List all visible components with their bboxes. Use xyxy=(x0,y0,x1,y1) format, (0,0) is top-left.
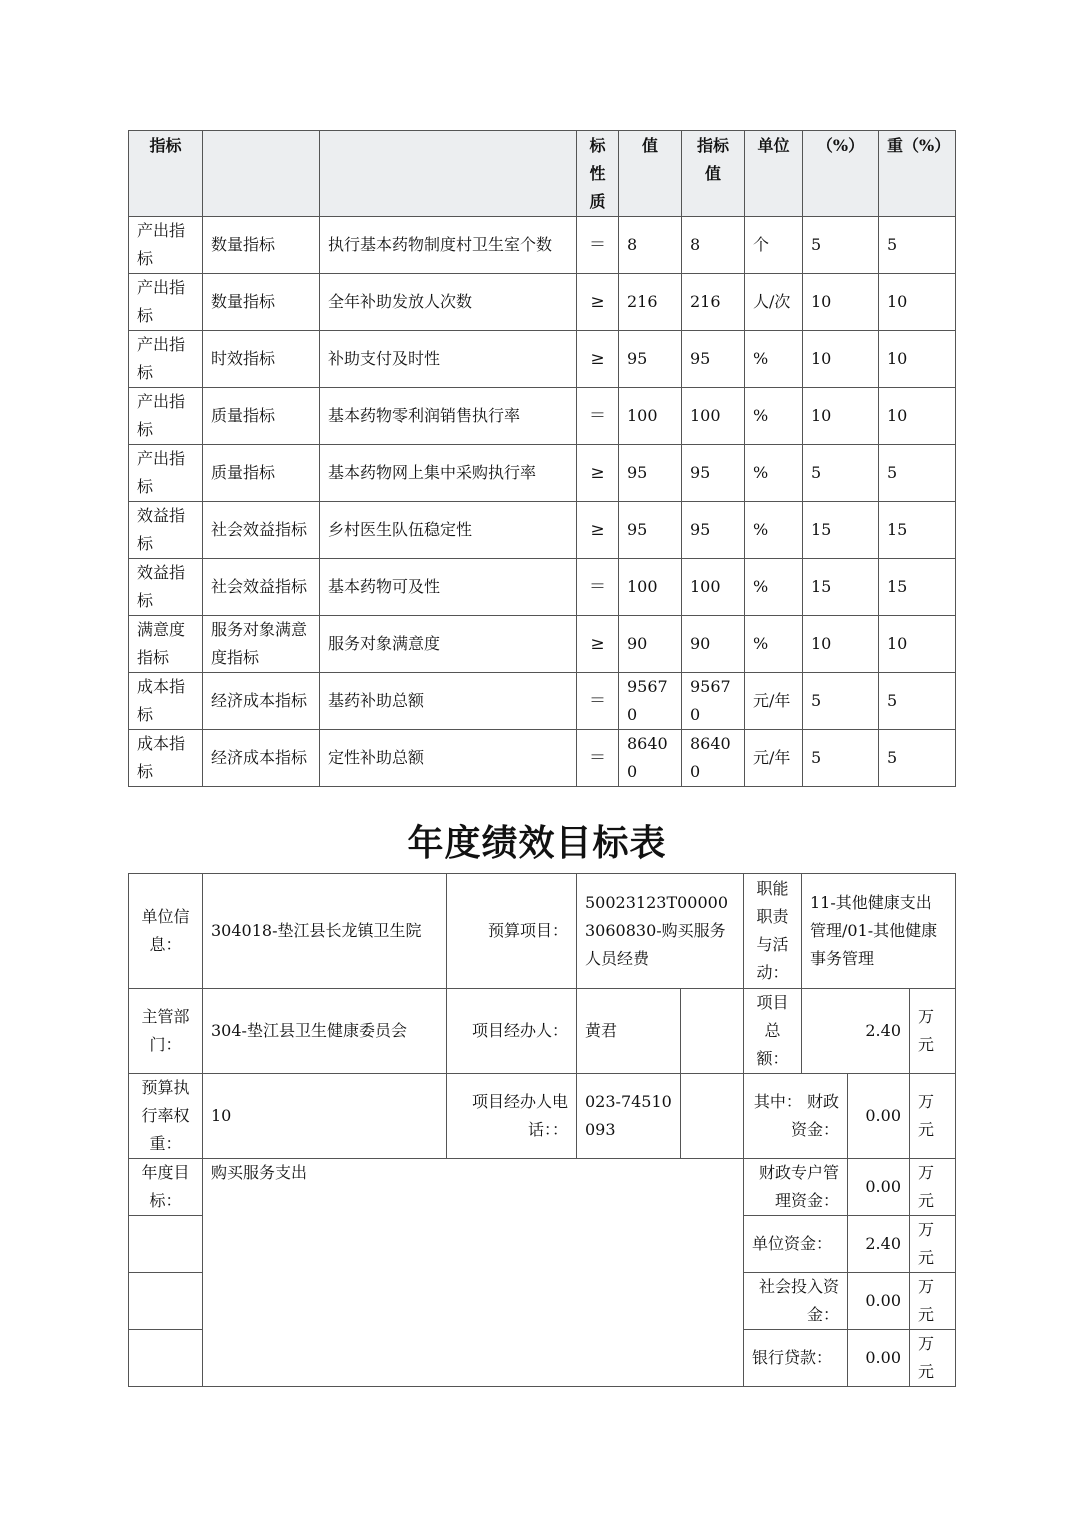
manager-value: 黄君 xyxy=(577,989,681,1074)
cell-weight-pct: 10 xyxy=(879,274,956,331)
page-title: 年度绩效目标表 xyxy=(407,823,667,864)
cell-value: 95 xyxy=(619,502,682,559)
cell-score-pct: 10 xyxy=(803,616,879,673)
unitfund-unit: 万元 xyxy=(910,1216,956,1273)
cell-indicator-name: 执行基本药物制度村卫生室个数 xyxy=(320,217,577,274)
cell-score-pct: 10 xyxy=(803,331,879,388)
manager-label: 项目经办人： xyxy=(447,989,577,1074)
cell-score-pct: 5 xyxy=(803,217,879,274)
empty-cell xyxy=(129,1273,203,1330)
cell-operator: ＝ xyxy=(577,388,619,445)
cell-score-pct: 10 xyxy=(803,274,879,331)
cell-category: 产出指标 xyxy=(129,217,203,274)
budget-value: 50023123T000003060830-购买服务人员经费 xyxy=(577,874,744,989)
cell-indicator-name: 基本药物网上集中采购执行率 xyxy=(320,445,577,502)
cell-target-value: 100 xyxy=(682,559,745,616)
table-row xyxy=(129,274,956,331)
cell-sub-category: 社会效益指标 xyxy=(203,502,320,559)
social-label: 社会投入资金： xyxy=(744,1273,848,1330)
empty-cell xyxy=(681,989,744,1074)
table-row xyxy=(129,616,956,673)
cell-indicator-name: 补助支付及时性 xyxy=(320,331,577,388)
cell-score-pct: 5 xyxy=(803,730,879,787)
cell-operator: ≥ xyxy=(577,616,619,673)
fiscal-label: 其中： 财政资金： xyxy=(744,1074,848,1159)
header-operator: 标性质 xyxy=(577,131,619,217)
cell-sub-category: 经济成本指标 xyxy=(203,730,320,787)
unitfund-label: 单位资金： xyxy=(744,1216,848,1273)
cell-operator: ≥ xyxy=(577,445,619,502)
header-category: 指标 xyxy=(129,131,203,217)
cell-target-value: 100 xyxy=(682,388,745,445)
cell-indicator-name: 基本药物可及性 xyxy=(320,559,577,616)
cell-value: 95670 xyxy=(619,673,682,730)
cell-weight-pct: 5 xyxy=(879,673,956,730)
cell-target-value: 86400 xyxy=(682,730,745,787)
cell-weight-pct: 15 xyxy=(879,502,956,559)
cell-category: 效益指标 xyxy=(129,559,203,616)
goal-value: 购买服务支出 xyxy=(203,1159,744,1387)
header-weight-pct: 重（%） xyxy=(879,131,956,217)
table-row xyxy=(129,331,956,388)
cell-target-value: 95670 xyxy=(682,673,745,730)
table-row xyxy=(129,502,956,559)
weight-value: 10 xyxy=(203,1074,447,1159)
budget-label: 预算项目： xyxy=(447,874,577,989)
cell-weight-pct: 5 xyxy=(879,730,956,787)
cell-category: 效益指标 xyxy=(129,502,203,559)
indicator-table xyxy=(128,130,956,787)
cell-score-pct: 10 xyxy=(803,388,879,445)
cell-value: 8 xyxy=(619,217,682,274)
cell-sub-category: 社会效益指标 xyxy=(203,559,320,616)
header-indicator-name xyxy=(320,131,577,217)
cell-target-value: 95 xyxy=(682,502,745,559)
header-target-value: 指标值 xyxy=(682,131,745,217)
cell-operator: ＝ xyxy=(577,730,619,787)
table-row xyxy=(129,445,956,502)
cell-sub-category: 数量指标 xyxy=(203,217,320,274)
cell-score-pct: 15 xyxy=(803,559,879,616)
cell-category: 成本指标 xyxy=(129,673,203,730)
loan-label: 银行贷款： xyxy=(744,1330,848,1387)
cell-sub-category: 质量指标 xyxy=(203,445,320,502)
cell-value: 100 xyxy=(619,559,682,616)
fiscal-unit: 万元 xyxy=(910,1074,956,1159)
cell-sub-category: 数量指标 xyxy=(203,274,320,331)
cell-value: 95 xyxy=(619,331,682,388)
cell-indicator-name: 基本药物零利润销售执行率 xyxy=(320,388,577,445)
social-value: 0.00 xyxy=(848,1273,910,1330)
fiscal-value: 0.00 xyxy=(848,1074,910,1159)
cell-indicator-name: 全年补助发放人次数 xyxy=(320,274,577,331)
cell-score-pct: 5 xyxy=(803,445,879,502)
cell-weight-pct: 15 xyxy=(879,559,956,616)
cell-target-value: 95 xyxy=(682,331,745,388)
total-unit: 万元 xyxy=(910,989,956,1074)
dept-value: 304-垫江县卫生健康委员会 xyxy=(203,989,447,1074)
cell-unit: % xyxy=(745,559,803,616)
unitfund-value: 2.40 xyxy=(848,1216,910,1273)
cell-indicator-name: 定性补助总额 xyxy=(320,730,577,787)
cell-target-value: 95 xyxy=(682,445,745,502)
cell-weight-pct: 10 xyxy=(879,388,956,445)
cell-operator: ≥ xyxy=(577,502,619,559)
cell-weight-pct: 10 xyxy=(879,616,956,673)
table-row xyxy=(129,730,956,787)
loan-value: 0.00 xyxy=(848,1330,910,1387)
special-value: 0.00 xyxy=(848,1159,910,1216)
cell-value: 100 xyxy=(619,388,682,445)
cell-sub-category: 服务对象满意度指标 xyxy=(203,616,320,673)
cell-sub-category: 时效指标 xyxy=(203,331,320,388)
empty-cell xyxy=(129,1216,203,1273)
table-row xyxy=(129,388,956,445)
cell-operator: ≥ xyxy=(577,331,619,388)
phone-value: 023-74510093 xyxy=(577,1074,681,1159)
cell-target-value: 216 xyxy=(682,274,745,331)
dept-label: 主管部门： xyxy=(129,989,203,1074)
cell-category: 成本指标 xyxy=(129,730,203,787)
cell-operator: ≥ xyxy=(577,274,619,331)
empty-cell xyxy=(681,1074,744,1159)
cell-unit: % xyxy=(745,445,803,502)
cell-weight-pct: 10 xyxy=(879,331,956,388)
unit-value: 304018-垫江县长龙镇卫生院 xyxy=(203,874,447,989)
table-header-row xyxy=(129,131,956,217)
table-row xyxy=(129,217,956,274)
cell-value: 95 xyxy=(619,445,682,502)
cell-unit: 人/次 xyxy=(745,274,803,331)
header-value: 值 xyxy=(619,131,682,217)
cell-unit: 元/年 xyxy=(745,730,803,787)
cell-weight-pct: 5 xyxy=(879,445,956,502)
cell-value: 216 xyxy=(619,274,682,331)
cell-score-pct: 15 xyxy=(803,502,879,559)
cell-indicator-name: 基药补助总额 xyxy=(320,673,577,730)
goal-label: 年度目标： xyxy=(129,1159,203,1216)
performance-goal-table xyxy=(128,873,956,1387)
total-value: 2.40 xyxy=(802,989,910,1074)
cell-operator: ＝ xyxy=(577,217,619,274)
cell-category: 产出指标 xyxy=(129,274,203,331)
cell-value: 90 xyxy=(619,616,682,673)
cell-category: 产出指标 xyxy=(129,388,203,445)
table-row xyxy=(129,673,956,730)
cell-target-value: 90 xyxy=(682,616,745,673)
cell-unit: % xyxy=(745,388,803,445)
cell-unit: 元/年 xyxy=(745,673,803,730)
empty-cell xyxy=(129,1330,203,1387)
cell-operator: ＝ xyxy=(577,673,619,730)
cell-unit: % xyxy=(745,331,803,388)
cell-sub-category: 经济成本指标 xyxy=(203,673,320,730)
cell-category: 产出指标 xyxy=(129,331,203,388)
special-unit: 万元 xyxy=(910,1159,956,1216)
phone-label: 项目经办人电话：： xyxy=(447,1074,577,1159)
unit-label: 单位信息： xyxy=(129,874,203,989)
table-row xyxy=(129,559,956,616)
cell-unit: 个 xyxy=(745,217,803,274)
header-sub-category xyxy=(203,131,320,217)
special-label: 财政专户管理资金： xyxy=(744,1159,848,1216)
cell-value: 86400 xyxy=(619,730,682,787)
header-unit: 单位 xyxy=(745,131,803,217)
cell-indicator-name: 乡村医生队伍稳定性 xyxy=(320,502,577,559)
total-label: 项目总额： xyxy=(744,989,802,1074)
cell-category: 产出指标 xyxy=(129,445,203,502)
cell-indicator-name: 服务对象满意度 xyxy=(320,616,577,673)
func-label: 职能职责与活动： xyxy=(744,874,802,989)
cell-sub-category: 质量指标 xyxy=(203,388,320,445)
cell-weight-pct: 5 xyxy=(879,217,956,274)
func-value: 11-其他健康支出管理/01-其他健康事务管理 xyxy=(802,874,956,989)
cell-score-pct: 5 xyxy=(803,673,879,730)
weight-label: 预算执行率权重： xyxy=(129,1074,203,1159)
cell-category: 满意度指标 xyxy=(129,616,203,673)
cell-operator: ＝ xyxy=(577,559,619,616)
social-unit: 万元 xyxy=(910,1273,956,1330)
loan-unit: 万元 xyxy=(910,1330,956,1387)
header-score-pct: （%） xyxy=(803,131,879,217)
cell-target-value: 8 xyxy=(682,217,745,274)
cell-unit: % xyxy=(745,616,803,673)
cell-unit: % xyxy=(745,502,803,559)
